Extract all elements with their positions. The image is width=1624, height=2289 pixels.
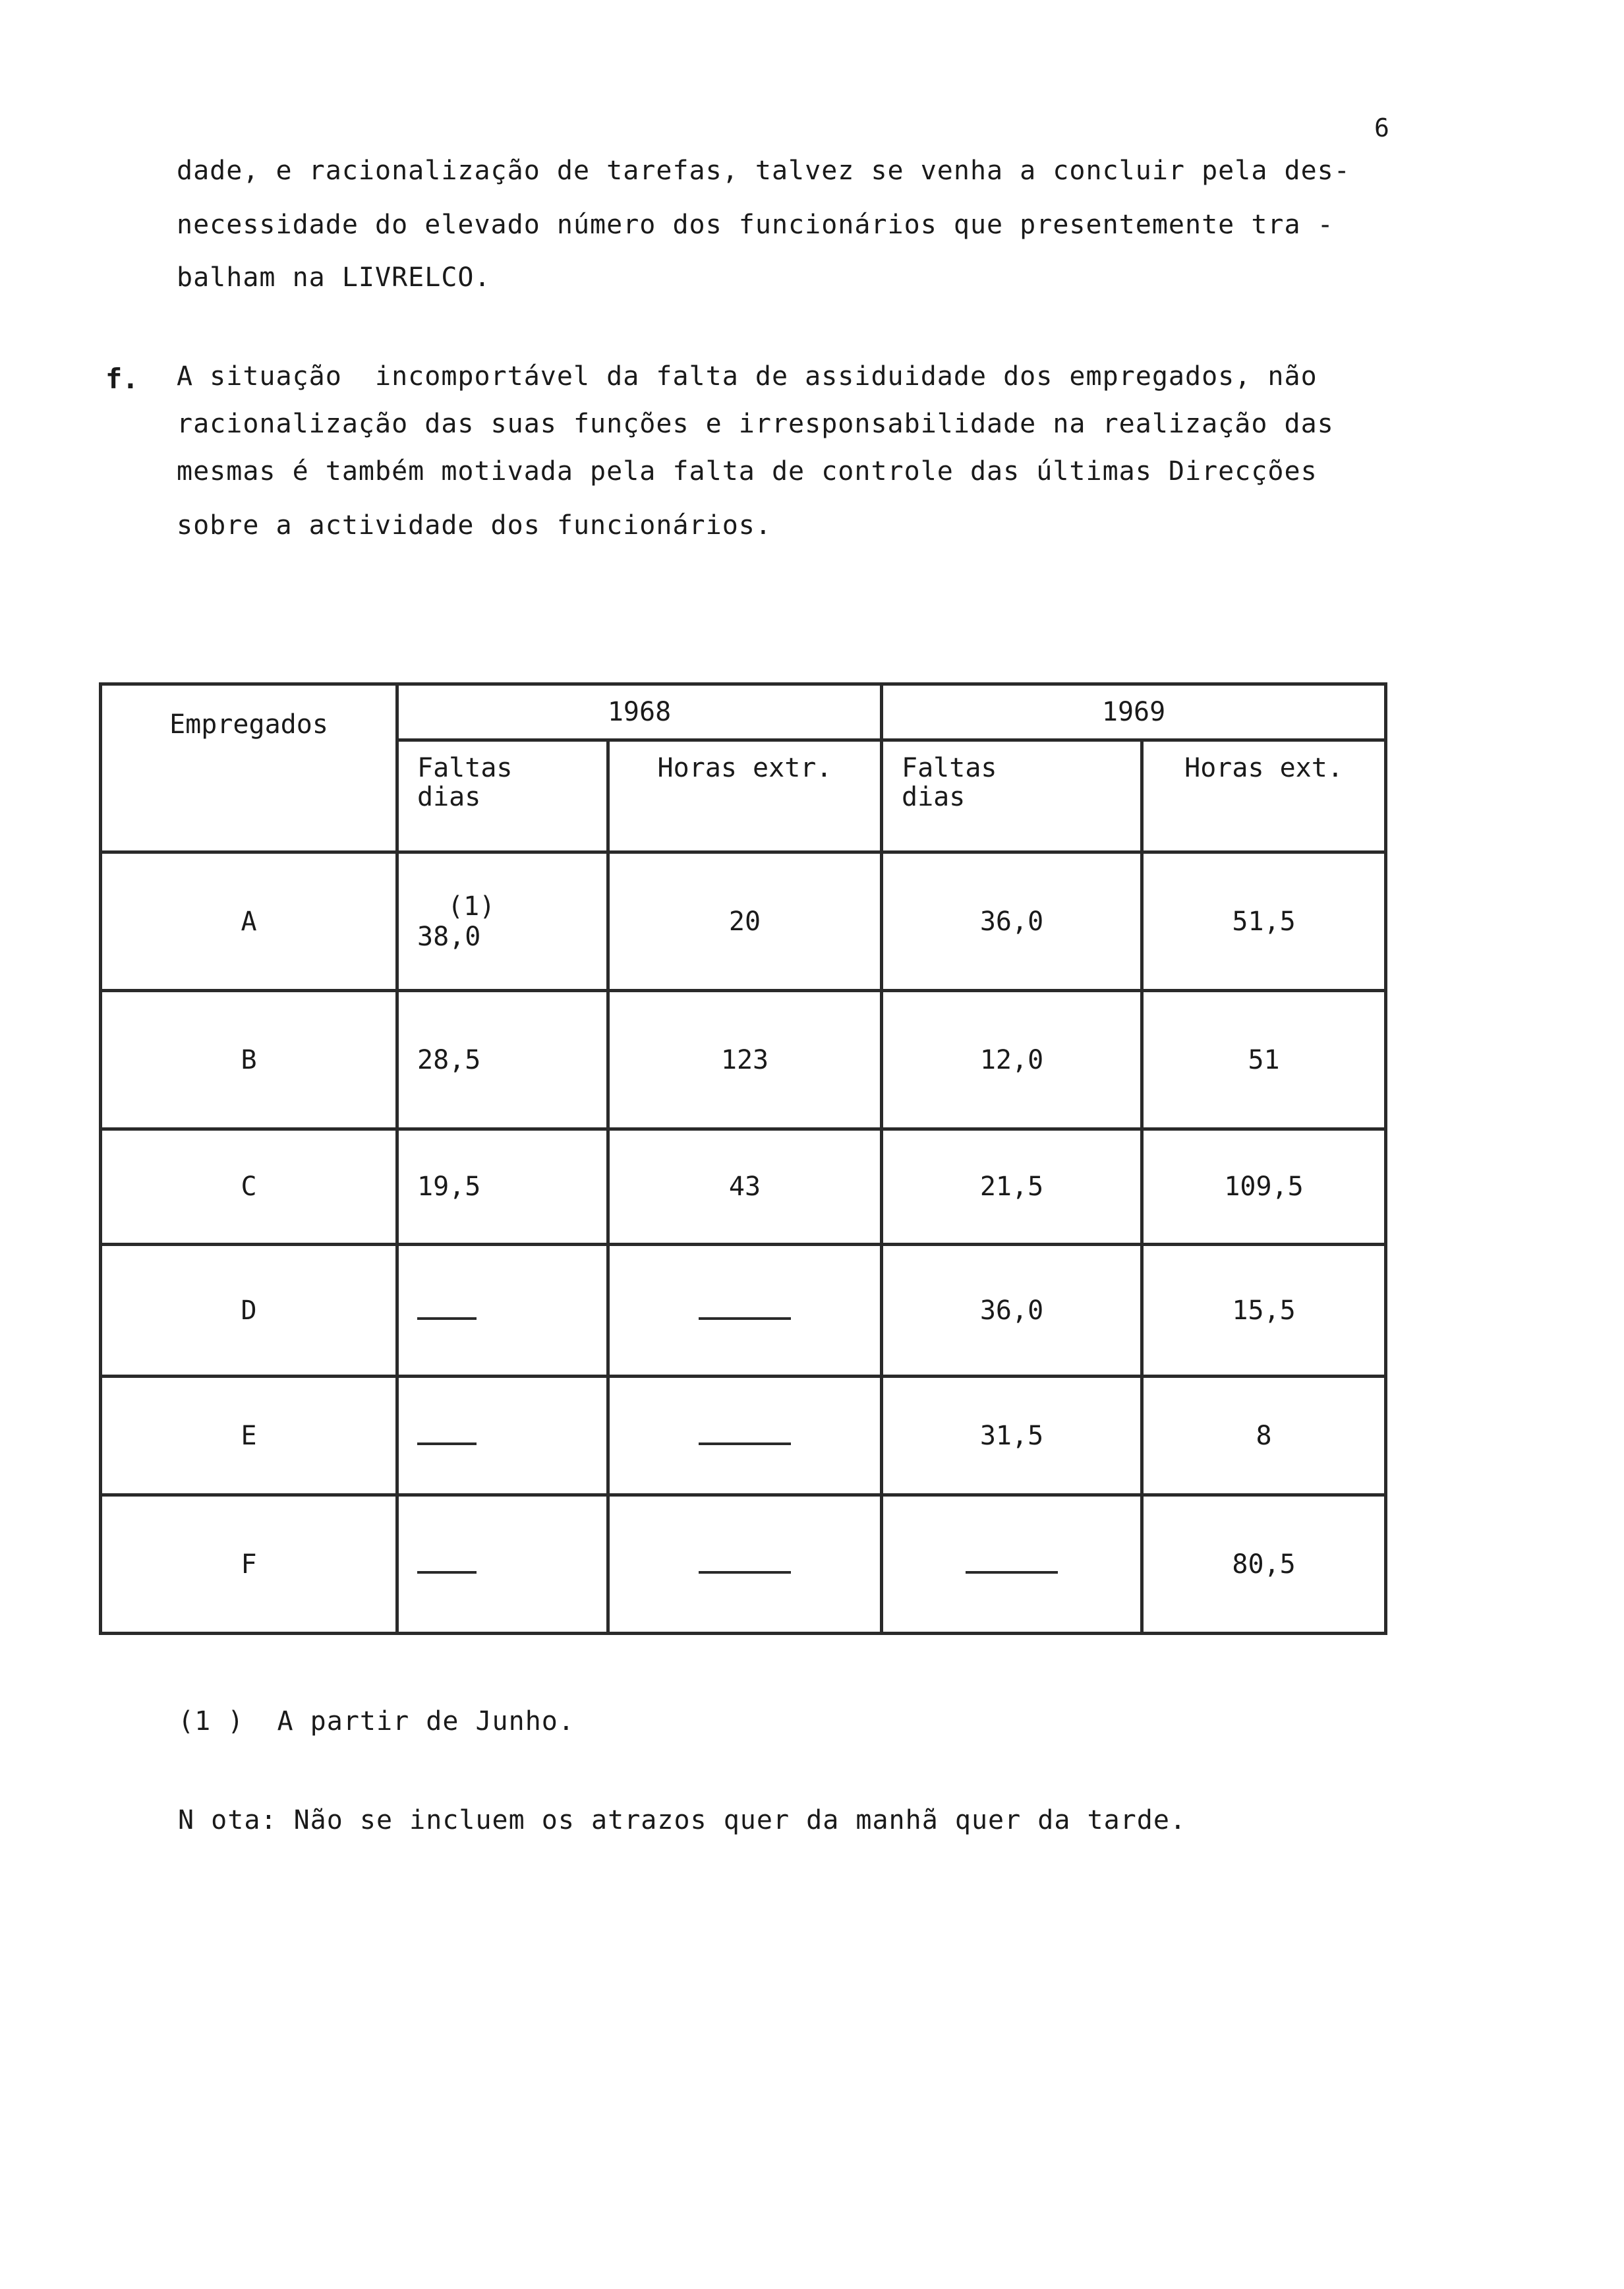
overtime-1968-value: 43 <box>728 1172 761 1202</box>
absences-1969-cell <box>882 1495 1142 1634</box>
header-employees-label: Empregados <box>169 709 328 740</box>
overtime-1969-value: 15,5 <box>1232 1295 1296 1326</box>
header-year-1968 <box>397 684 882 740</box>
absences-1969-cell <box>882 852 1142 991</box>
header-year-1968-label: 1968 <box>607 697 672 727</box>
absences-1969-cell <box>882 1129 1142 1245</box>
overtime-1969-value: 51,5 <box>1232 906 1296 937</box>
table-row <box>101 1495 1386 1634</box>
paragraph-1-line-1: dade, e racionalização de tarefas, talvez se venha a concluir pela des- <box>177 156 1350 186</box>
empty-value-dash <box>699 1571 791 1574</box>
overtime-1968-value: 123 <box>720 1044 769 1075</box>
absences-1968-cell <box>397 991 608 1129</box>
employee-cell <box>101 1377 397 1495</box>
paragraph-2-line-3: mesmas é também motivada pela falta de controle das últimas Direcções <box>177 456 1318 487</box>
employee-cell <box>101 1129 397 1245</box>
table-row <box>101 852 1386 991</box>
table-row <box>101 1377 1386 1495</box>
employee-label: C <box>241 1172 257 1202</box>
footnote-note: N ota: Não se incluem os atrazos quer da manhã quer da tarde. <box>178 1805 1187 1835</box>
overtime-1968-cell <box>608 1495 882 1634</box>
employee-label: E <box>241 1420 257 1451</box>
empty-value-dash <box>966 1571 1058 1574</box>
header-employees <box>101 684 397 852</box>
absences-1968-cell <box>397 1245 608 1377</box>
employee-cell <box>101 1495 397 1634</box>
absences-1968-value: 19,5 <box>417 1172 481 1202</box>
overtime-1969-cell <box>1142 991 1386 1129</box>
subheader-overtime-1968 <box>608 740 882 852</box>
employee-cell <box>101 1245 397 1377</box>
overtime-1969-cell <box>1142 1129 1386 1245</box>
overtime-1968-cell <box>608 1377 882 1495</box>
header-year-1969 <box>882 684 1386 740</box>
empty-value-dash <box>417 1442 477 1445</box>
paragraph-2-line-1: A situação incomportável da falta de assiduidade dos empregados, não <box>177 361 1318 392</box>
overtime-1968-cell <box>608 852 882 991</box>
employee-label: F <box>241 1549 257 1580</box>
subheader-absences-1968-line-2: dias <box>417 782 481 812</box>
employee-label: B <box>241 1044 257 1075</box>
table-row <box>101 1129 1386 1245</box>
subheader-overtime-1969-label: Horas ext. <box>1184 753 1343 783</box>
absences-1969-value: 21,5 <box>979 1172 1044 1202</box>
overtime-1969-value: 109,5 <box>1224 1172 1304 1202</box>
overtime-1968-value: 20 <box>728 906 761 937</box>
subheader-overtime-1968-label: Horas extr. <box>657 753 832 783</box>
table-row <box>101 1245 1386 1377</box>
subheader-absences-1969-line-2: dias <box>902 782 966 812</box>
absences-1969-value: 36,0 <box>979 1295 1044 1326</box>
absences-overtime-table <box>99 682 1387 1635</box>
item-marker: f. <box>105 363 139 395</box>
employee-cell <box>101 852 397 991</box>
absences-1969-cell <box>882 1377 1142 1495</box>
absences-1969-value: 12,0 <box>979 1044 1044 1075</box>
absences-1969-value: 31,5 <box>979 1420 1044 1451</box>
absences-1969-cell <box>882 991 1142 1129</box>
employee-label: A <box>241 906 257 937</box>
absences-1968-value: 28,5 <box>417 1044 481 1075</box>
overtime-1969-value: 51 <box>1248 1044 1280 1075</box>
absences-1968-cell <box>397 1129 608 1245</box>
absences-1968-cell <box>397 852 608 991</box>
overtime-1968-cell <box>608 1129 882 1245</box>
empty-value-dash <box>417 1571 477 1574</box>
absences-1969-value: 36,0 <box>979 906 1044 937</box>
table-row <box>101 991 1386 1129</box>
page-number: 6 <box>1374 113 1389 142</box>
paragraph-1-line-3: balham na LIVRELCO. <box>177 262 491 293</box>
subheader-overtime-1969 <box>1142 740 1386 852</box>
subheader-absences-1968-line-1: Faltas <box>417 753 513 783</box>
overtime-1969-value: 8 <box>1256 1420 1272 1451</box>
footnote-reference: (1) <box>448 891 496 922</box>
absences-1969-cell <box>882 1245 1142 1377</box>
paragraph-2-line-2: racionalização das suas funções e irresponsabilidade na realização das <box>177 409 1334 439</box>
empty-value-dash <box>417 1317 477 1320</box>
paragraph-1-line-2: necessidade do elevado número dos funcionários que presentemente tra - <box>177 210 1334 240</box>
overtime-1969-cell <box>1142 852 1386 991</box>
overtime-1968-cell <box>608 991 882 1129</box>
empty-value-dash <box>699 1442 791 1445</box>
employee-label: D <box>241 1295 257 1326</box>
overtime-1968-cell <box>608 1245 882 1377</box>
empty-value-dash <box>699 1317 791 1320</box>
overtime-1969-cell <box>1142 1495 1386 1634</box>
absences-1968-cell <box>397 1495 608 1634</box>
absences-1968-cell <box>397 1377 608 1495</box>
absences-1968-value: 38,0 <box>417 921 481 952</box>
subheader-absences-1969-line-1: Faltas <box>902 753 997 783</box>
footnote-1: (1 ) A partir de Junho. <box>178 1706 575 1737</box>
overtime-1969-cell <box>1142 1377 1386 1495</box>
subheader-absences-1969 <box>882 740 1142 852</box>
employee-cell <box>101 991 397 1129</box>
overtime-1969-value: 80,5 <box>1232 1549 1296 1580</box>
subheader-absences-1968 <box>397 740 608 852</box>
header-year-1969-label: 1969 <box>1101 697 1166 727</box>
overtime-1969-cell <box>1142 1245 1386 1377</box>
paragraph-2-line-4: sobre a actividade dos funcionários. <box>177 510 772 541</box>
